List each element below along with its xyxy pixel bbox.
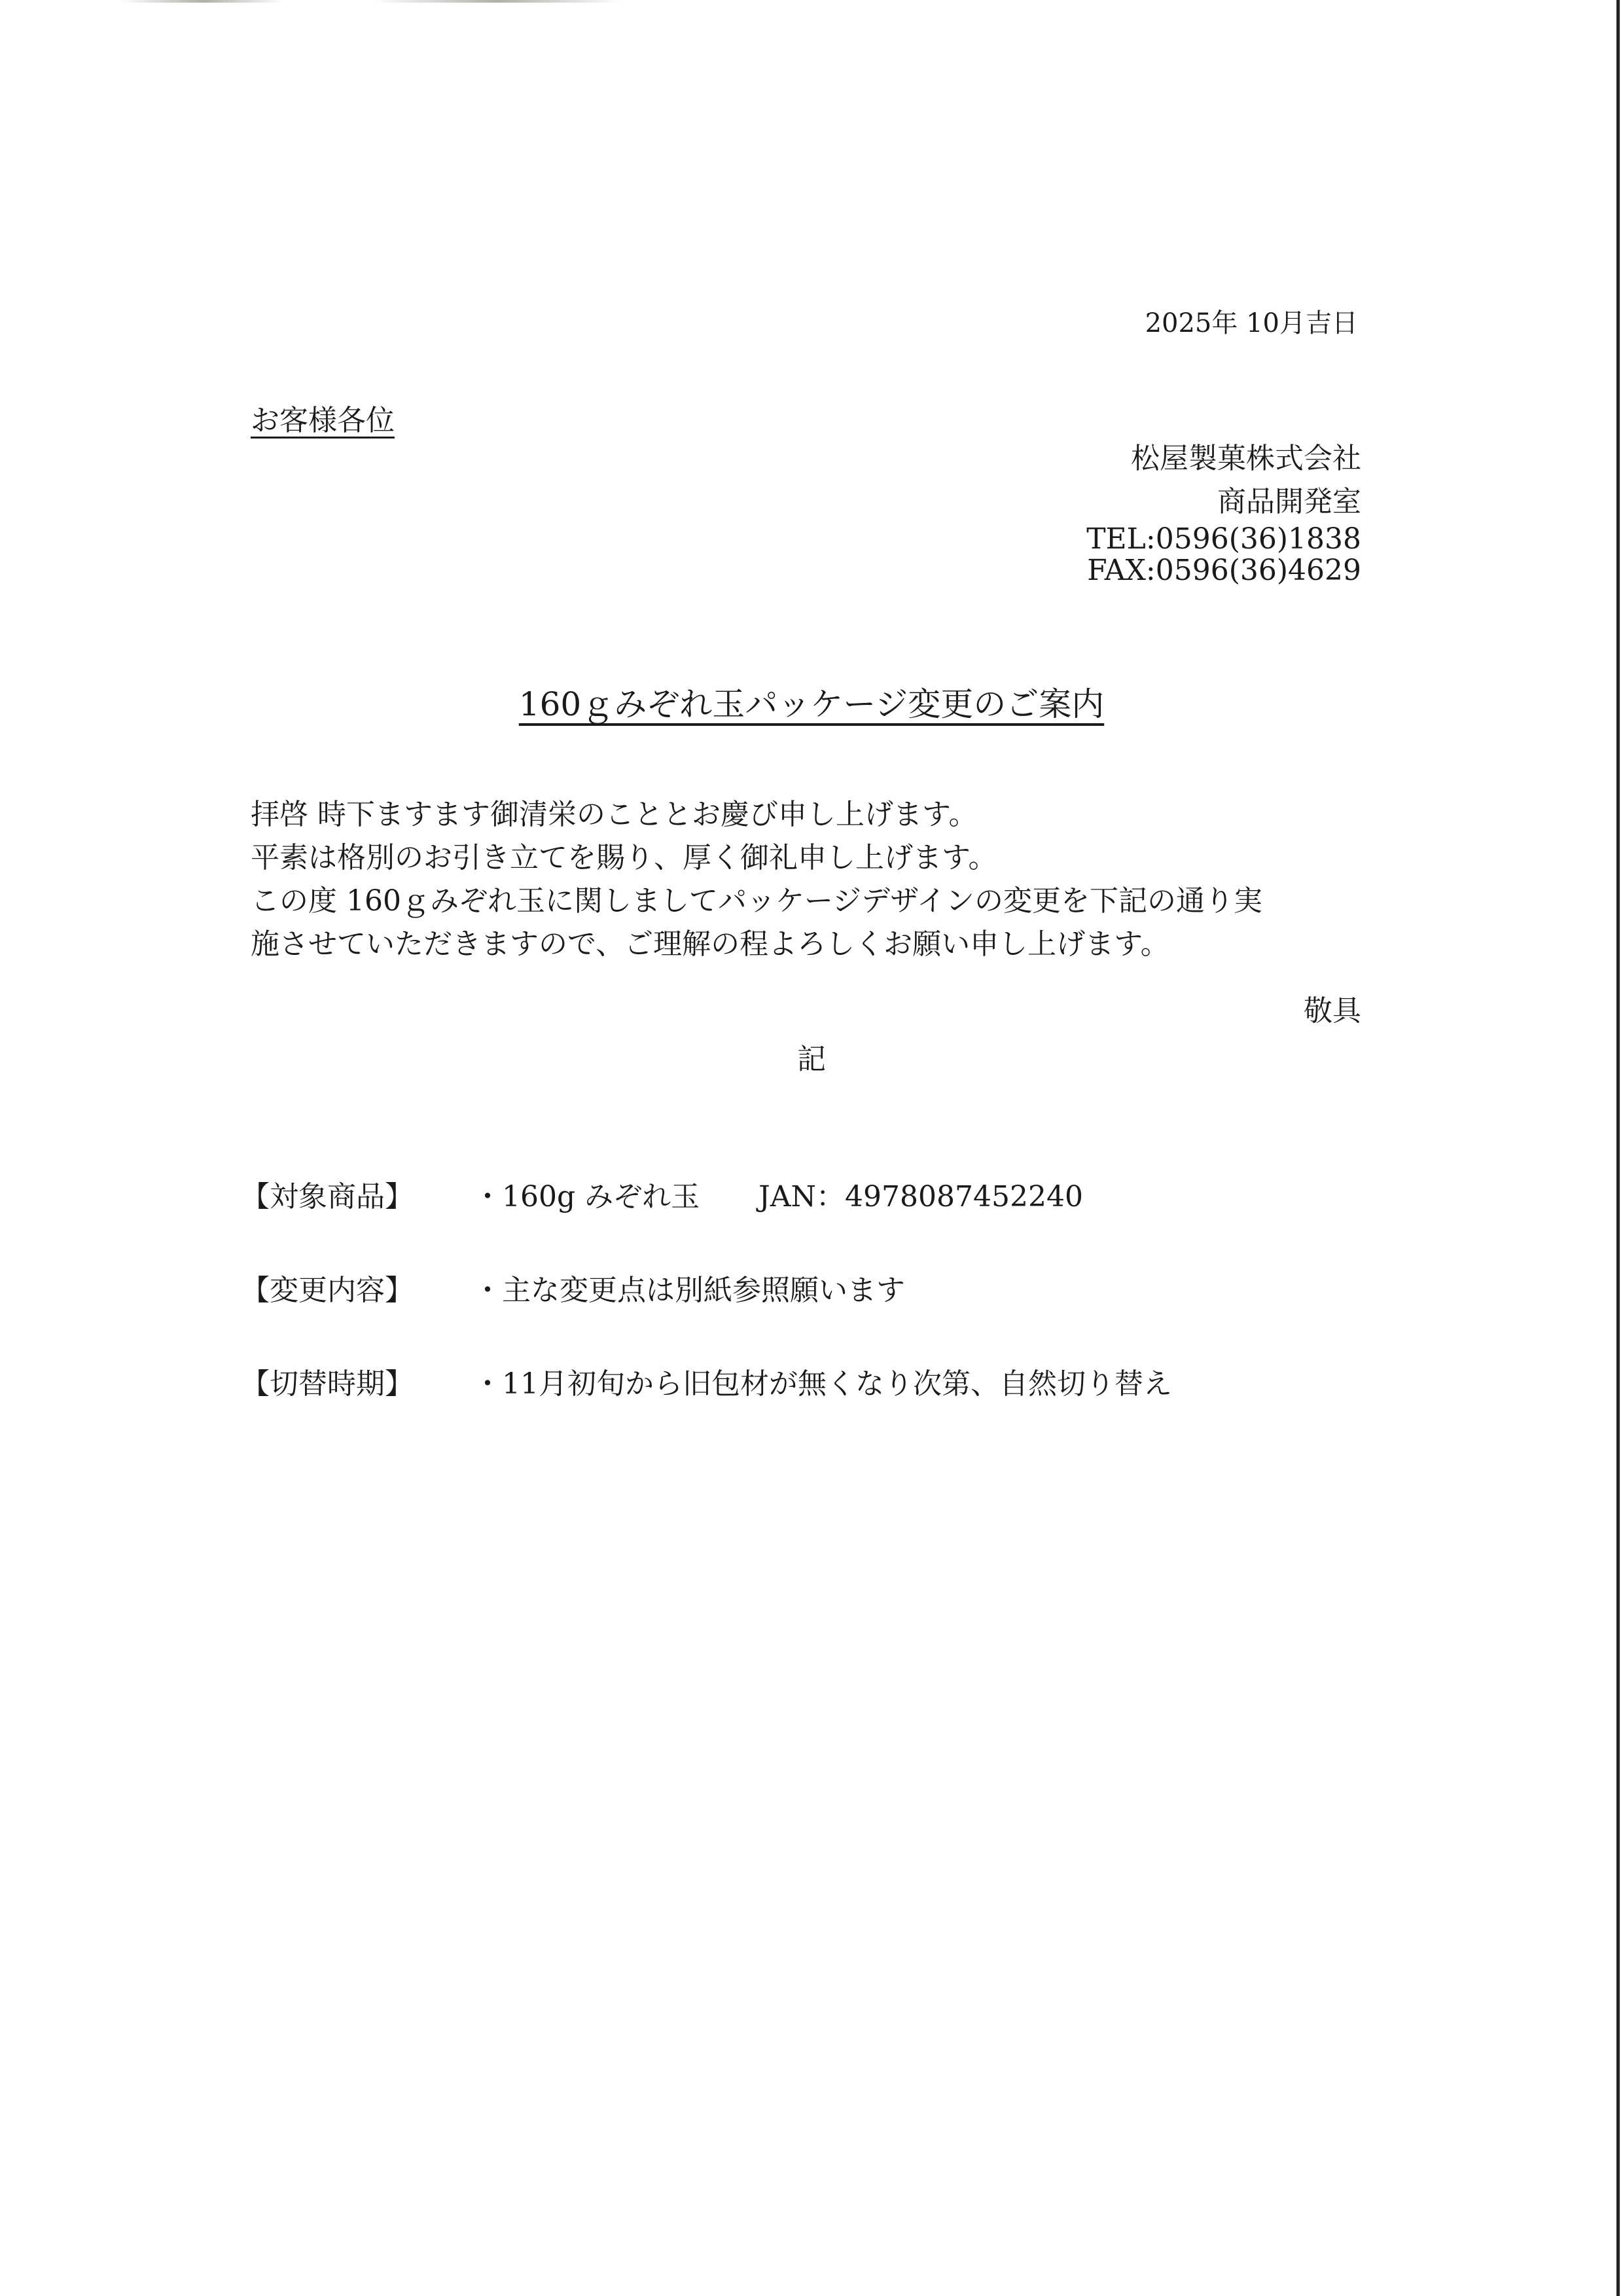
scan-artifact-top-left bbox=[121, 0, 285, 3]
sender-fax: FAX:0596(36)4629 bbox=[1087, 554, 1361, 587]
addressee: お客様各位 bbox=[251, 404, 395, 437]
details-list bbox=[241, 1173, 1172, 1454]
letter-body bbox=[251, 793, 1363, 966]
body-line: この度 160ｇみぞれ玉に関しましてパッケージデザインの変更を下記の通り実 bbox=[251, 884, 1263, 918]
scan-artifact-right-edge bbox=[1616, 0, 1620, 2296]
detail-item-switch-timing bbox=[241, 1360, 1172, 1401]
detail-label: 【切替時期】 bbox=[241, 1367, 414, 1401]
document-date: 2025年 10月吉日 bbox=[1145, 308, 1358, 338]
body-line: 平素は格別のお引き立てを賜り、厚く御礼申し上げます。 bbox=[251, 841, 997, 874]
detail-jan-code: JAN：4978087452240 bbox=[758, 1180, 1083, 1213]
scan-artifact-top-mid bbox=[373, 0, 622, 3]
sender-department: 商品開発室 bbox=[1217, 485, 1361, 518]
sender-company: 松屋製菓株式会社 bbox=[1131, 442, 1361, 475]
detail-item-target-product bbox=[241, 1173, 1172, 1213]
detail-item-change-content bbox=[241, 1266, 1172, 1307]
body-line: 施させていただきますので、ご理解の程よろしくお願い申し上げます。 bbox=[251, 927, 1169, 961]
sender-tel: TEL:0596(36)1838 bbox=[1086, 522, 1361, 556]
detail-value: ・11月初旬から旧包材が無くなり次第、自然切り替え bbox=[473, 1367, 1172, 1401]
document-title bbox=[0, 678, 1623, 725]
sender-block bbox=[1086, 437, 1361, 586]
closing-keigu: 敬具 bbox=[1304, 994, 1361, 1028]
body-line: 拝啓 時下ますます御清栄のこととお慶び申し上げます。 bbox=[251, 798, 978, 831]
detail-label: 【変更内容】 bbox=[241, 1274, 414, 1307]
document-title-text: 160ｇみぞれ玉パッケージ変更のご案内 bbox=[518, 685, 1105, 723]
detail-label: 【対象商品】 bbox=[241, 1180, 414, 1213]
detail-value: ・主な変更点は別紙参照願います bbox=[473, 1274, 905, 1307]
detail-value: ・160g みぞれ玉 bbox=[473, 1180, 700, 1213]
ki-marker: 記 bbox=[797, 1043, 826, 1076]
